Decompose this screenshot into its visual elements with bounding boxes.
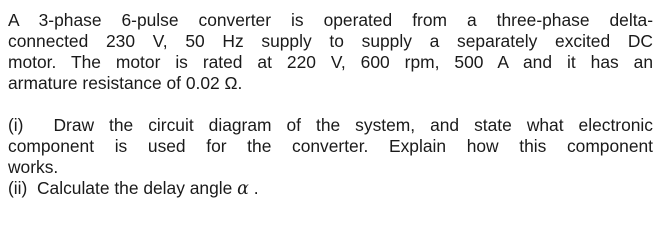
part-i-text-1: Draw the circuit diagram of the system, and state what electronic (53, 115, 653, 135)
part-ii-end: . (253, 178, 259, 198)
statement-line-2: connected 230 V, 50 Hz supply to supply a separately excited DC (8, 31, 653, 51)
part-ii-marker: (ii) (8, 178, 28, 198)
statement-line-3: motor. The motor is rated at 220 V, 600 rpm, 500 A and it has an (8, 52, 653, 72)
part-i-marker: (i) (8, 115, 24, 135)
part-i-line-2: component is used for the converter. Explain how this component (8, 136, 653, 156)
part-i-line-3: works. (8, 157, 59, 177)
part-ii-line (8, 178, 653, 199)
statement-line-4: armature resistance of 0.02 Ω. (8, 73, 243, 93)
statement-line-1: A 3-phase 6-pulse converter is operated from a three-phase delta- (8, 10, 653, 30)
alpha-symbol: α (237, 179, 249, 199)
part-i-line-1 (8, 115, 653, 135)
part-ii-text: Calculate the delay angle (36, 178, 233, 198)
